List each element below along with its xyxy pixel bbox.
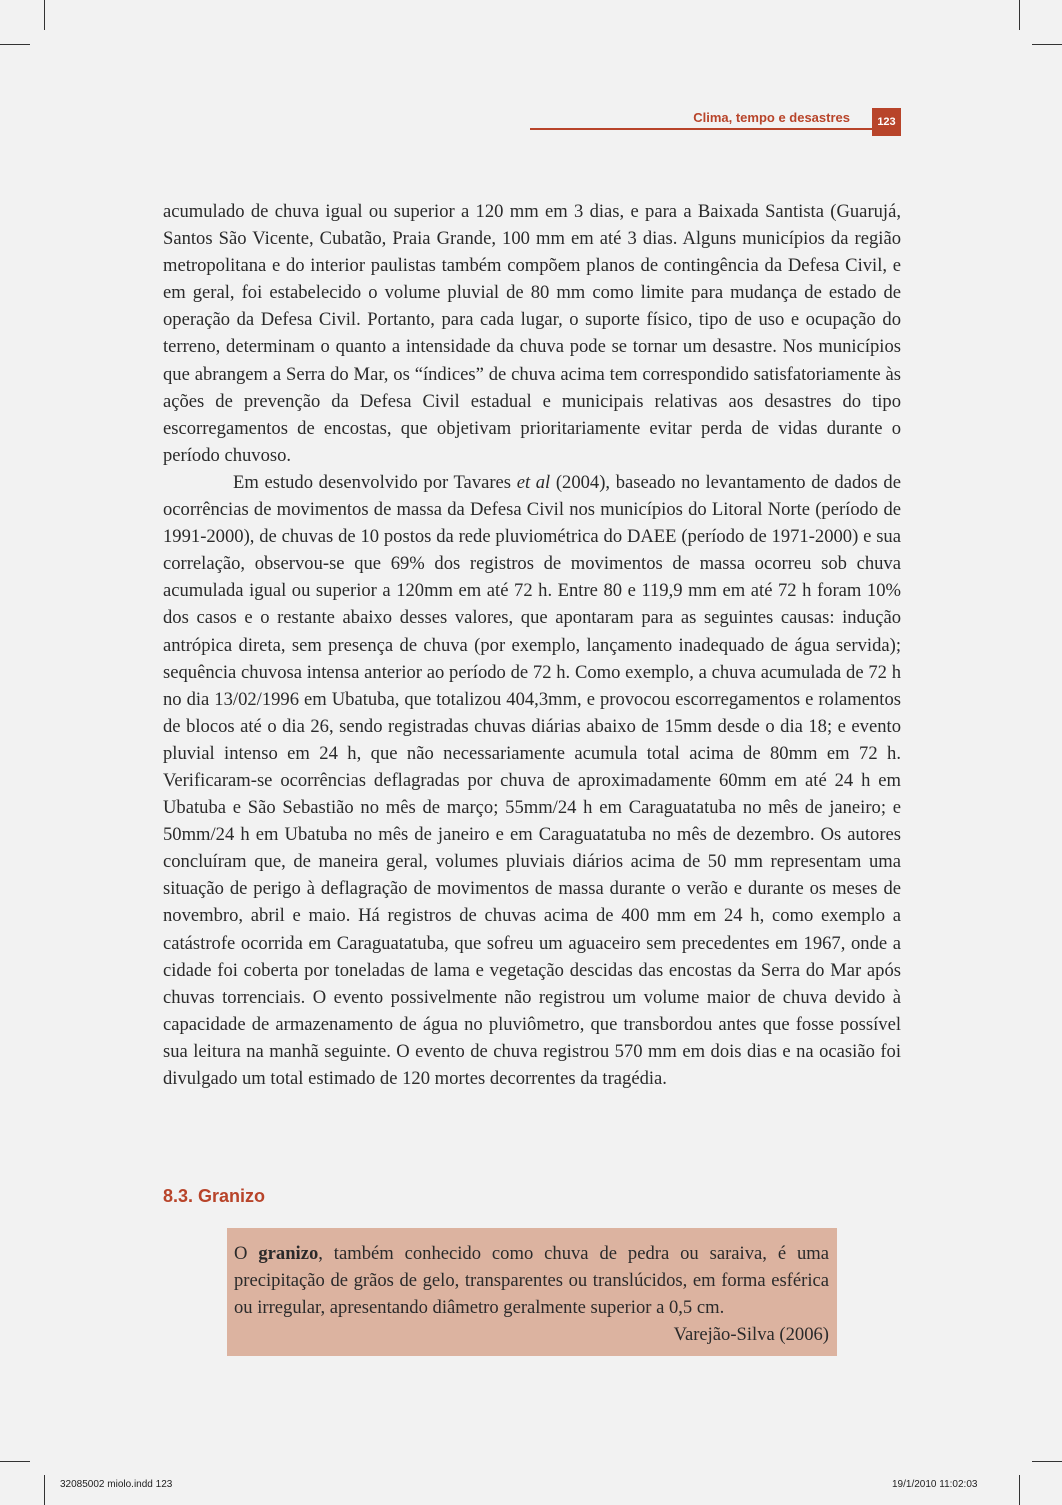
paragraph-text: (2004), baseado no levantamento de dados de ocorrências de movimentos de massa da Defesa Civil nos municípios do Litoral Norte (período de 1991-2000), de chuvas de 10 postos da rede pluviométrica do DAEE (período de 1971-2000) e sua correlação, observou-se que 69% dos registros de movimentos de massa ocorreu sob chuva acumulada igual ou superior a 120mm em até 72 h. Entre 80 e 119,9 mm em até 72 h foram 10% dos casos e o restante abaixo desses valores, que apontaram para as seguintes causas: indução antrópica direta, sem presença de chuva (por exemplo, lançamento inadequado de água servida); sequência chuvosa intensa anterior ao período de 72 h. Como exemplo, a chuva acumulada de 72 h no dia 13/02/1996 em Ubatuba, que totalizou 404,3mm, e provocou escorregamentos e rolamentos de blocos até o dia 26, sendo registradas chuvas diárias abaixo de 15mm desde o dia 18; e evento pluvial intenso em 24 h, que não necessariamente acumula total acima de 80mm em 72 h. Verificaram-se ocorrências deflagradas por chuva de aproximadamente 60mm em até 24 h em Ubatuba e São Sebastião no mês de março; 55mm/24 h em Caraguatatuba no mês de janeiro; e 50mm/24 h em Ubatuba no mês de janeiro e em Caraguatatuba no mês de dezembro. Os autores concluíram que, de maneira geral, volumes pluviais diários acima de 50 mm representam uma situação de perigo à deflagração de movimentos de massa durante o verão e durante os meses de novembro, abril e maio. Há registros de chuvas acima de 400 mm em 24 h, como exemplo a catástrofe ocorrida em Caraguatatuba, que sofreu um aguaceiro sem precedentes em 1967, onde a cidade foi coberta por toneladas de lama e vegetação descidas das encostas da Serra do Mar após chuvas torrenciais. O evento possivelmente não registrou um volume maior de chuva devido à capacidade de armazenamento de água no pluviômetro, que transbordou antes que fosse possível sua leitura na manhã seguinte. O evento de chuva registrou 570 mm em dois dias e na ocasião foi divulgado um total estimado de 120 mortes decorrentes da tragédia. bbox=[163, 471, 901, 1089]
definition-term: granizo bbox=[258, 1243, 319, 1264]
definition-lead: O bbox=[234, 1243, 259, 1264]
paragraph: acumulado de chuva igual ou superior a 120 mm em 3 dias, e para a Baixada Santista (Guarujá, Santos São Vicente, Cubatão, Praia Grande, 100 mm em até 3 dias. Alguns municípios da região metropolitana e do interior paulistas também compõem planos de contingência da Defesa Civil, e em geral, foi estabelecido o volume pluvial de 80 mm como limite para mudança de estado de operação da Defesa Civil. Portanto, para cada lugar, o suporte físico, tipo de uso e ocupação do terreno, determinam o quanto a intensidade da chuva pode se tornar um desastre. Nos municípios que abrangem a Serra do Mar, os “índices” de chuva acima tem correspondido satisfatoriamente às ações de prevenção da Defesa Civil estadual e municipais relativas aos desastres do tipo escorregamentos de encostas, que objetivam prioritariamente evitar perda de vidas durante o período chuvoso. bbox=[163, 201, 901, 466]
crop-mark bbox=[0, 44, 30, 45]
definition-box bbox=[227, 1228, 837, 1356]
section-heading: 8.3. Granizo bbox=[163, 1186, 266, 1206]
definition-body: , também conhecido como chuva de pedra ou saraiva, é uma precipitação de grãos de gelo, transparentes ou translúcidos, em forma esférica ou irregular, apresentando diâmetro geralmente superior a 0,5 cm. bbox=[234, 1243, 830, 1318]
paragraph-text: Em estudo desenvolvido por Tavares bbox=[233, 471, 517, 493]
crop-mark bbox=[1019, 1475, 1020, 1505]
crop-mark bbox=[1019, 0, 1020, 30]
crop-mark bbox=[44, 1475, 45, 1505]
crop-mark bbox=[44, 0, 45, 30]
citation: Varejão-Silva (2006) bbox=[673, 1324, 829, 1345]
body-text bbox=[163, 198, 901, 1092]
paragraph bbox=[163, 469, 901, 1092]
page-number: 123 bbox=[872, 108, 901, 136]
crop-mark bbox=[0, 1461, 30, 1462]
definition-text bbox=[234, 1240, 829, 1321]
crop-mark bbox=[1032, 44, 1062, 45]
file-slug: 32085002 miolo.indd 123 bbox=[60, 1479, 173, 1490]
italic-text: et al bbox=[516, 471, 551, 493]
header-rule bbox=[530, 128, 872, 130]
crop-mark bbox=[1032, 1461, 1062, 1462]
running-header-title: Clima, tempo e desastres bbox=[693, 110, 850, 125]
print-timestamp: 19/1/2010 11:02:03 bbox=[892, 1479, 978, 1490]
